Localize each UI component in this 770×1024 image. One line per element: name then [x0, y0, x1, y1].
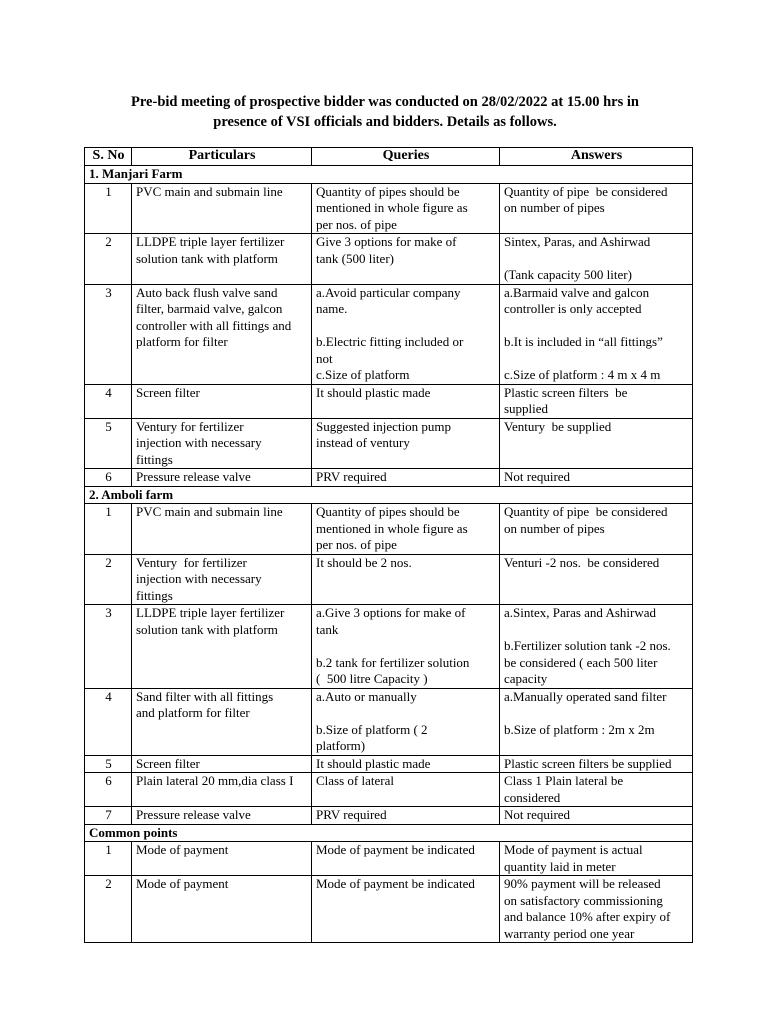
- particulars-line: Auto back flush valve sand: [136, 284, 278, 300]
- cell-queries: [312, 842, 500, 876]
- cell-particulars: [132, 807, 312, 825]
- cell-answers: [500, 418, 693, 469]
- queries-line: name.: [316, 301, 348, 316]
- cell-queries: [312, 755, 500, 773]
- section-row: [85, 486, 693, 504]
- answers-line: [504, 318, 689, 335]
- answers-line: a.Manually operated sand filter: [504, 688, 667, 704]
- answers-line: b.Size of platform : 2m x 2m: [504, 721, 655, 737]
- answers-line: b.Fertilizer solution tank -2 nos.: [504, 638, 671, 653]
- table-row: [85, 469, 693, 487]
- queries-line: a.Avoid particular company: [316, 284, 461, 300]
- cell-sno: 1: [85, 183, 132, 234]
- answers-line: supplied: [504, 401, 549, 416]
- particulars-line: Ventury for fertilizer: [136, 554, 247, 570]
- table-row: [85, 418, 693, 469]
- cell-answers: [500, 605, 693, 689]
- queries-line: Suggested injection pump: [316, 418, 452, 434]
- answers-line: warranty period one year: [504, 925, 635, 941]
- cell-queries: [312, 807, 500, 825]
- answers-line: on satisfactory commissioning: [504, 892, 663, 908]
- header-answers: Answers: [500, 148, 693, 166]
- particulars-line: solution tank with platform: [136, 250, 278, 266]
- answers-line: [504, 705, 689, 722]
- cell-particulars: [132, 773, 312, 807]
- table-row: [85, 755, 693, 773]
- answers-line: a.Barmaid valve and galcon: [504, 284, 650, 300]
- queries-line: It should be 2 nos.: [316, 554, 412, 570]
- queries-line: PRV required: [316, 469, 387, 484]
- cell-particulars: [132, 688, 312, 755]
- particulars-line: fittings: [136, 451, 173, 467]
- cell-queries: [312, 384, 500, 418]
- answers-line: on number of pipes: [504, 200, 605, 215]
- queries-line: instead of ventury: [316, 435, 410, 450]
- cell-answers: [500, 504, 693, 555]
- cell-sno: 3: [85, 284, 132, 384]
- cell-sno: 5: [85, 418, 132, 469]
- table-row: [85, 554, 693, 605]
- cell-answers: [500, 554, 693, 605]
- table-row: [85, 234, 693, 285]
- cell-particulars: [132, 605, 312, 689]
- title-line-2: presence of VSI officials and bidders. Details as follows.: [213, 114, 557, 130]
- cell-particulars: [132, 842, 312, 876]
- answers-line: (Tank capacity 500 liter): [504, 267, 632, 282]
- particulars-line: injection with necessary: [136, 435, 262, 450]
- cell-answers: [500, 755, 693, 773]
- particulars-line: PVC main and submain line: [136, 504, 283, 519]
- table-row: [85, 605, 693, 689]
- cell-sno: 2: [85, 554, 132, 605]
- cell-answers: [500, 469, 693, 487]
- cell-answers: [500, 688, 693, 755]
- particulars-line: Mode of payment: [136, 842, 229, 857]
- particulars-line: fittings: [136, 587, 173, 603]
- table-row: [85, 807, 693, 825]
- cell-queries: [312, 469, 500, 487]
- particulars-line: Ventury for fertilizer: [136, 418, 244, 434]
- answers-line: controller is only accepted: [504, 301, 642, 316]
- answers-line: Mode of payment is actual: [504, 842, 643, 857]
- table-row: [85, 284, 693, 384]
- particulars-line: injection with necessary: [136, 571, 262, 586]
- section-row: [85, 824, 693, 842]
- queries-line: b.2 tank for fertilizer solution: [316, 654, 470, 670]
- queries-line: platform): [316, 738, 366, 753]
- answers-line: [504, 622, 689, 639]
- queries-line: mentioned in whole figure as: [316, 520, 468, 536]
- answers-line: Quantity of pipe be considered: [504, 183, 668, 199]
- answers-line: Plastic screen filters be: [504, 384, 628, 400]
- cell-sno: 7: [85, 807, 132, 825]
- queries-line: PRV required: [316, 807, 387, 822]
- cell-answers: [500, 807, 693, 825]
- cell-particulars: [132, 384, 312, 418]
- queries-line: Give 3 options for make of: [316, 234, 457, 249]
- header-particulars: Particulars: [132, 148, 312, 166]
- answers-line: [504, 251, 689, 268]
- cell-particulars: [132, 469, 312, 487]
- table-row: [85, 504, 693, 555]
- answers-line: b.It is included in “all fittings”: [504, 334, 663, 349]
- answers-line: be considered ( each 500 liter: [504, 654, 658, 670]
- queries-line: mentioned in whole figure as: [316, 200, 468, 215]
- particulars-line: PVC main and submain line: [136, 183, 283, 199]
- cell-sno: 1: [85, 842, 132, 876]
- particulars-line: Sand filter with all fittings: [136, 688, 274, 704]
- answers-line: and balance 10% after expiry of: [504, 909, 671, 924]
- answers-line: quantity laid in meter: [504, 858, 616, 874]
- queries-line: [316, 318, 496, 335]
- queries-line: a.Give 3 options for make of: [316, 605, 466, 620]
- cell-queries: [312, 773, 500, 807]
- particulars-line: solution tank with platform: [136, 621, 278, 637]
- answers-line: Not required: [504, 807, 571, 822]
- cell-queries: [312, 504, 500, 555]
- cell-answers: [500, 284, 693, 384]
- section-title: 1. Manjari Farm: [85, 166, 693, 184]
- particulars-line: LLDPE triple layer fertilizer: [136, 234, 285, 249]
- particulars-line: Pressure release valve: [136, 807, 251, 822]
- cell-particulars: [132, 418, 312, 469]
- cell-particulars: [132, 876, 312, 943]
- cell-sno: 3: [85, 605, 132, 689]
- cell-particulars: [132, 183, 312, 234]
- queries-line: It should plastic made: [316, 755, 431, 771]
- cell-queries: [312, 876, 500, 943]
- particulars-line: Screen filter: [136, 384, 200, 400]
- table-row: [85, 183, 693, 234]
- cell-particulars: [132, 554, 312, 605]
- queries-line: Mode of payment be indicated: [316, 842, 475, 857]
- table-body: [85, 166, 693, 943]
- particulars-line: LLDPE triple layer fertilizer: [136, 605, 285, 620]
- queries-line: [316, 705, 496, 722]
- cell-answers: [500, 384, 693, 418]
- particulars-line: Plain lateral 20 mm,dia class I: [136, 773, 294, 788]
- section-title: 2. Amboli farm: [85, 486, 693, 504]
- answers-line: considered: [504, 789, 561, 805]
- queries-line: Mode of payment be indicated: [316, 876, 475, 891]
- answers-line: [504, 351, 689, 368]
- page-title: [0, 92, 770, 132]
- particulars-line: Pressure release valve: [136, 469, 251, 484]
- cell-particulars: [132, 234, 312, 285]
- cell-answers: [500, 183, 693, 234]
- cell-queries: [312, 605, 500, 689]
- cell-sno: 1: [85, 504, 132, 555]
- table-row: [85, 688, 693, 755]
- table-header-row: [85, 148, 693, 166]
- answers-line: Sintex, Paras, and Ashirwad: [504, 234, 651, 249]
- section-title: Common points: [85, 824, 693, 842]
- cell-sno: 6: [85, 469, 132, 487]
- answers-line: Not required: [504, 469, 571, 484]
- prebid-details-table: [84, 147, 693, 943]
- answers-line: a.Sintex, Paras and Ashirwad: [504, 605, 657, 620]
- queries-line: Quantity of pipes should be: [316, 183, 460, 199]
- particulars-line: Mode of payment: [136, 876, 229, 891]
- answers-line: Class 1 Plain lateral be: [504, 773, 624, 788]
- particulars-line: controller with all fittings and: [136, 317, 292, 333]
- queries-line: c.Size of platform: [316, 367, 410, 382]
- table-row: [85, 842, 693, 876]
- cell-queries: [312, 554, 500, 605]
- cell-queries: [312, 234, 500, 285]
- particulars-line: and platform for filter: [136, 705, 250, 720]
- cell-particulars: [132, 755, 312, 773]
- cell-answers: [500, 773, 693, 807]
- answers-line: 90% payment will be released: [504, 876, 661, 891]
- queries-line: Quantity of pipes should be: [316, 504, 460, 519]
- header-sno: S. No: [85, 148, 132, 166]
- table-row: [85, 773, 693, 807]
- particulars-line: Screen filter: [136, 755, 200, 771]
- cell-sno: 4: [85, 384, 132, 418]
- queries-line: tank: [316, 621, 339, 637]
- cell-sno: 2: [85, 234, 132, 285]
- answers-line: Quantity of pipe be considered: [504, 504, 668, 519]
- queries-line: Class of lateral: [316, 773, 394, 788]
- answers-line: Ventury be supplied: [504, 418, 612, 434]
- header-queries: Queries: [312, 148, 500, 166]
- queries-line: a.Auto or manually: [316, 688, 417, 704]
- table-row: [85, 384, 693, 418]
- cell-sno: 6: [85, 773, 132, 807]
- title-line-1: Pre-bid meeting of prospective bidder was conducted on 28/02/2022 at 15.00 hrs in: [131, 94, 639, 110]
- queries-line: [316, 638, 496, 655]
- queries-line: ( 500 litre Capacity ): [316, 671, 428, 686]
- answers-line: Plastic screen filters be supplied: [504, 755, 672, 771]
- cell-queries: [312, 284, 500, 384]
- cell-particulars: [132, 284, 312, 384]
- table-row: [85, 876, 693, 943]
- cell-answers: [500, 234, 693, 285]
- queries-line: per nos. of pipe: [316, 216, 397, 232]
- cell-particulars: [132, 504, 312, 555]
- queries-line: per nos. of pipe: [316, 537, 397, 552]
- queries-line: It should plastic made: [316, 384, 431, 400]
- queries-line: b.Electric fitting included or: [316, 334, 464, 349]
- particulars-line: platform for filter: [136, 334, 228, 349]
- cell-queries: [312, 418, 500, 469]
- cell-queries: [312, 183, 500, 234]
- cell-queries: [312, 688, 500, 755]
- queries-line: not: [316, 350, 333, 366]
- answers-line: on number of pipes: [504, 520, 605, 536]
- answers-line: Venturi -2 nos. be considered: [504, 554, 660, 570]
- cell-sno: 5: [85, 755, 132, 773]
- answers-line: c.Size of platform : 4 m x 4 m: [504, 367, 661, 382]
- cell-sno: 4: [85, 688, 132, 755]
- particulars-line: filter, barmaid valve, galcon: [136, 301, 283, 316]
- section-row: [85, 166, 693, 184]
- cell-answers: [500, 842, 693, 876]
- cell-sno: 2: [85, 876, 132, 943]
- cell-answers: [500, 876, 693, 943]
- queries-line: tank (500 liter): [316, 250, 394, 266]
- queries-line: b.Size of platform ( 2: [316, 721, 428, 737]
- answers-line: capacity: [504, 671, 548, 686]
